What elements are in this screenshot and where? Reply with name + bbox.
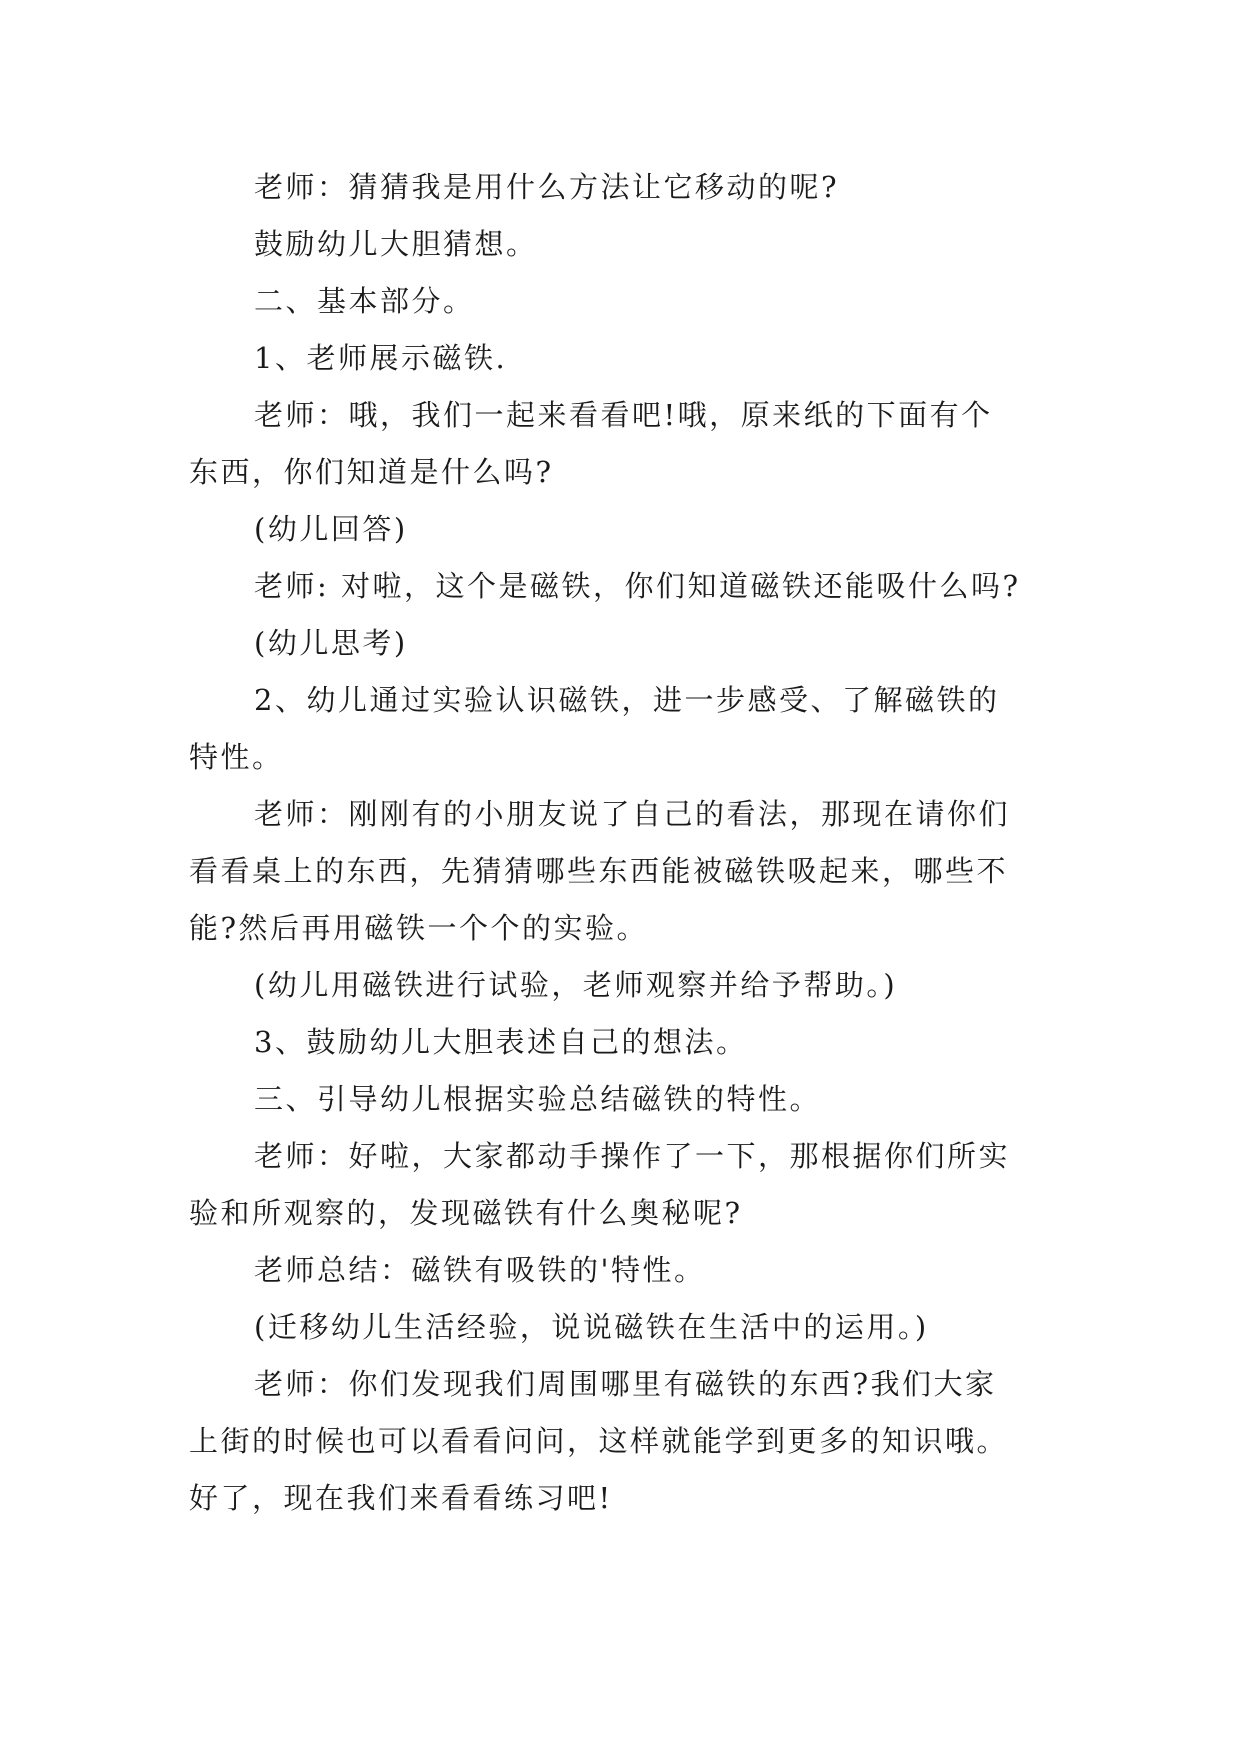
paragraph-line: 1、老师展示磁铁. <box>254 341 508 375</box>
paragraph-line: 3、鼓励幼儿大胆表述自己的想法。 <box>254 1025 748 1059</box>
paragraph-line: 三、引导幼儿根据实验总结磁铁的特性。 <box>254 1082 822 1116</box>
paragraph-line: 老师：你们发现我们周围哪里有磁铁的东西?我们大家 <box>254 1367 997 1401</box>
paragraph-line: (幼儿思考) <box>254 626 408 660</box>
paragraph-line: 老师: 对啦，这个是磁铁，你们知道磁铁还能吸什么吗? <box>254 569 1021 603</box>
paragraph-line: 老师：猜猜我是用什么方法让它移动的呢? <box>254 170 840 204</box>
paragraph-line: 上街的时候也可以看看问问，这样就能学到更多的知识哦。 <box>189 1424 1009 1458</box>
paragraph-line: 验和所观察的，发现磁铁有什么奥秘呢? <box>189 1196 743 1230</box>
paragraph-line: 老师总结：磁铁有吸铁的'特性。 <box>254 1253 706 1287</box>
paragraph-line: 鼓励幼儿大胆猜想。 <box>254 227 538 261</box>
paragraph-line: 看看桌上的东西，先猜猜哪些东西能被磁铁吸起来，哪些不 <box>189 854 1009 888</box>
paragraph-line: 能?然后再用磁铁一个个的实验。 <box>189 911 649 945</box>
paragraph-line: 老师：哦，我们一起来看看吧!哦，原来纸的下面有个 <box>254 398 993 432</box>
paragraph-line: (幼儿用磁铁进行试验，老师观察并给予帮助。) <box>254 968 898 1002</box>
paragraph-line: 二、基本部分。 <box>254 284 475 318</box>
paragraph-line: 特性。 <box>189 740 284 774</box>
paragraph-line: (幼儿回答) <box>254 512 408 546</box>
paragraph-line: 老师：好啦，大家都动手操作了一下，那根据你们所实 <box>254 1139 1011 1173</box>
paragraph-line: (迁移幼儿生活经验，说说磁铁在生活中的运用。) <box>254 1310 929 1344</box>
paragraph-line: 好了，现在我们来看看练习吧! <box>189 1481 613 1515</box>
paragraph-line: 2、幼儿通过实验认识磁铁，进一步感受、了解磁铁的 <box>254 683 1000 717</box>
paragraph-line: 东西，你们知道是什么吗? <box>189 455 554 489</box>
paragraph-line: 老师：刚刚有的小朋友说了自己的看法，那现在请你们 <box>254 797 1011 831</box>
